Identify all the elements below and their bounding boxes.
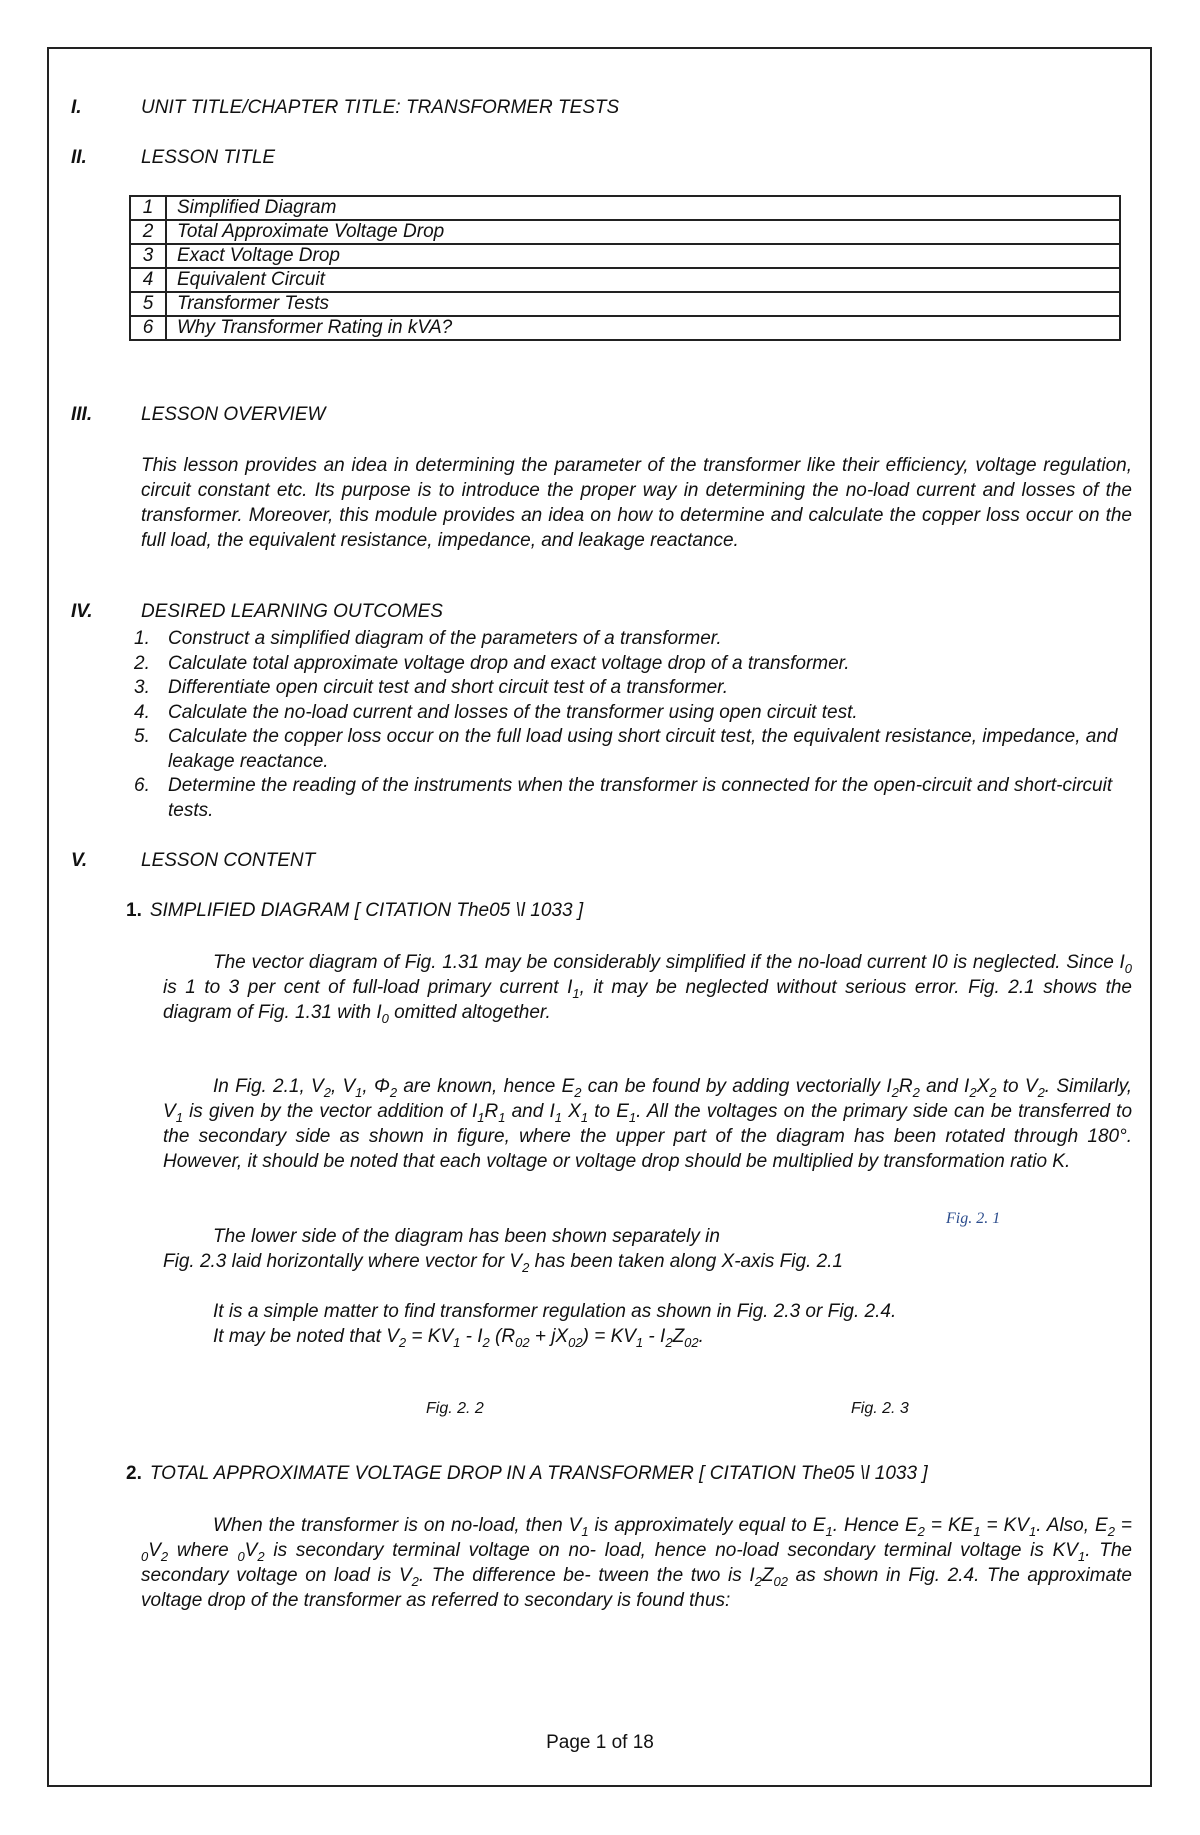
lesson-name: Equivalent Circuit — [166, 268, 1120, 292]
figure-2-2-caption: Fig. 2. 2 — [426, 1400, 484, 1417]
list-item — [134, 701, 1129, 726]
outcome-number: 6. — [134, 775, 150, 796]
subsection-1-heading — [126, 900, 583, 922]
outcome-text: Determine the reading of the instruments when the transformer is connected for the open-circuit and short-circuit tests. — [168, 775, 1113, 821]
list-item — [134, 725, 1129, 774]
table-row — [130, 268, 1120, 292]
subsection-2-title: TOTAL APPROXIMATE VOLTAGE DROP IN A TRANSFORMER [ CITATION The05 \l 1033 ] — [149, 1463, 928, 1484]
outcome-text: Calculate the copper loss occur on the full load using short circuit test, the equivalent resistance, impedance, and leakage reactance. — [168, 726, 1118, 772]
table-row — [130, 244, 1120, 268]
list-item — [134, 774, 1129, 823]
lesson-number: 5 — [130, 292, 166, 316]
lesson-number: 3 — [130, 244, 166, 268]
paragraph-simplified-1: The vector diagram of Fig. 1.31 may be considerably simplified if the no-load current I0 is neglected. Since $I_0$ is 1 to 3 per cent of full-load primary current $I_1$, it may be neglected without serious error. Fig. 2.1 shows the diagram of Fig. 1.31 with $I_0$ omitted altogether. — [163, 952, 1132, 1026]
section-1-title: UNIT TITLE/CHAPTER TITLE: TRANSFORMER TESTS — [141, 97, 620, 118]
outcome-text: Construct a simplified diagram of the parameters of a transformer. — [168, 628, 722, 649]
outcome-text: Calculate the no-load current and losses of the transformer using open circuit test. — [168, 701, 858, 723]
section-2-title: LESSON TITLE — [141, 147, 276, 168]
lesson-title-table — [129, 195, 1121, 341]
subsection-1-number: 1. — [126, 900, 142, 921]
outcome-number: 3. — [134, 677, 150, 698]
list-item — [134, 676, 1129, 701]
lesson-name: Simplified Diagram — [166, 196, 1120, 220]
outcome-text: Calculate total approximate voltage drop and exact voltage drop of a transformer. — [168, 652, 850, 674]
subsection-1-title: SIMPLIFIED DIAGRAM [ CITATION The05 \l 1033 ] — [149, 900, 584, 921]
paragraph-regulation-line2: It may be noted that $V_2 = KV_1 - I_2$ $(R_{02} + jX_{02}) = KV_1 - I_2Z_{02}$. — [213, 1326, 704, 1350]
lesson-number: 1 — [130, 196, 166, 220]
figure-2-1-caption: Fig. 2. 1 — [946, 1210, 1001, 1227]
outcome-number: 5. — [134, 726, 150, 747]
outcome-number: 1. — [134, 628, 150, 649]
lesson-number: 6 — [130, 316, 166, 340]
table-row — [130, 316, 1120, 340]
list-item — [134, 627, 1129, 652]
outcome-text: Differentiate open circuit test and short circuit test of a transformer. — [168, 677, 729, 698]
page-number-footer: Page 1 of 18 — [546, 1732, 654, 1753]
lesson-number: 2 — [130, 220, 166, 244]
paragraph-lower-side-line2: Fig. 2.3 laid horizontally where vector for $V_2$ has been taken along X-axis Fig. 2.1 — [163, 1251, 843, 1275]
section-2-number: II. — [71, 147, 87, 168]
section-1-number: I. — [71, 97, 82, 118]
outcome-number: 4. — [134, 701, 150, 723]
subsection-2-number: 2. — [126, 1463, 142, 1484]
section-3-title: LESSON OVERVIEW — [141, 404, 326, 425]
section-5-title: LESSON CONTENT — [141, 850, 316, 871]
table-row — [130, 292, 1120, 316]
section-4-title: DESIRED LEARNING OUTCOMES — [141, 601, 443, 622]
subsection-2-heading — [126, 1463, 928, 1485]
list-item — [134, 652, 1129, 677]
section-3-number: III. — [71, 404, 93, 425]
lesson-name: Total Approximate Voltage Drop — [166, 220, 1120, 244]
paragraph-simplified-2: In Fig. 2.1, $V_2$, $V_1$, $\Phi_2$ are known, hence $E_2$ can be found by adding vectorially $I_2R_2$ and $I_2X_2$ to $V_2$. Similarly, $V_1$ is given by the vector addition of $I_1R_1$ and $I_1$ $X_1$ to $E_1$. All the voltages on the primary side can be transferred to the secondary side as shown in figure, where the upper part of the diagram has been rotated through 180°. However, it should be noted that each voltage or voltage drop should be multiplied by transformation ratio K. — [163, 1076, 1133, 1172]
table-row — [130, 196, 1120, 220]
overview-paragraph: This lesson provides an idea in determining the parameter of the transformer like their efficiency, voltage regulation, circuit constant etc. Its purpose is to introduce the proper way in determining the no-load current and losses of the transformer. Moreover, this module provides an idea on how to determine and calculate the copper loss occur on the full load, the equivalent resistance, impedance, and leakage reactance. — [141, 455, 1132, 551]
section-4-number: IV. — [71, 601, 93, 622]
paragraph-regulation-line1: It is a simple matter to find transformer regulation as shown in Fig. 2.3 or Fig. 2.4. — [213, 1301, 897, 1322]
lesson-name: Exact Voltage Drop — [166, 244, 1120, 268]
lesson-name: Why Transformer Rating in kVA? — [166, 316, 1120, 340]
outcome-number: 2. — [134, 652, 150, 674]
table-row — [130, 220, 1120, 244]
lesson-number: 4 — [130, 268, 166, 292]
learning-outcomes-list — [134, 627, 1129, 823]
lesson-name: Transformer Tests — [166, 292, 1120, 316]
section-5-number: V. — [71, 850, 88, 871]
paragraph-approx-drop: When the transformer is on no-load, then $V_1$ is approximately equal to $E_1$. Hence $E_2 = KE_1 = KV_1$. Also, $E_2 = _0V_2$ where $_0V_2$ is secondary terminal voltage on no- load, hence no-load secondary terminal voltage is $KV_1$. The secondary voltage on load is $V_2$. The difference be- tween the two is $I_2Z_{02}$ as shown in Fig. 2.4. The approximate voltage drop of the transformer as referred to secondary is found thus: — [141, 1515, 1133, 1611]
paragraph-lower-side-line1: The lower side of the diagram has been shown separately in — [213, 1226, 720, 1247]
figure-2-3-caption: Fig. 2. 3 — [851, 1400, 909, 1417]
